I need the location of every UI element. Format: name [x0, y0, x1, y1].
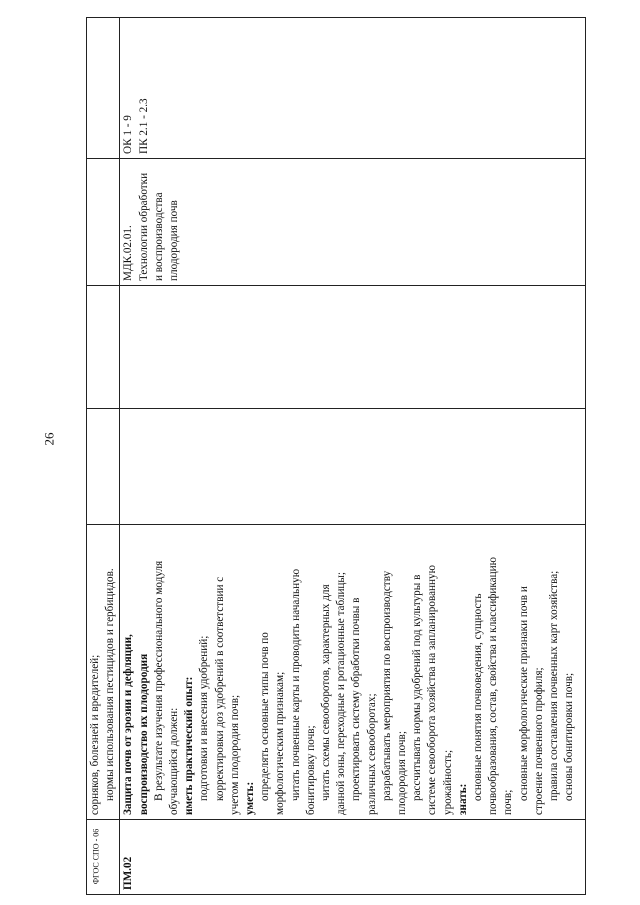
- text-line: плодородия почв;: [396, 731, 409, 815]
- text-line: подготовки и внесения удобрений;: [198, 635, 211, 801]
- cell-empty: [87, 159, 120, 286]
- text-line: плодородия почв: [168, 200, 181, 281]
- text-line: ОК 1 - 9: [122, 115, 135, 154]
- text-line: различных севооборотах;: [365, 693, 378, 815]
- text-line: нормы использования пестицидов и гербицидов.: [104, 568, 117, 801]
- cell-module-code: ПМ.02: [120, 820, 586, 895]
- text-line: основные морфологические признаки почв и: [517, 586, 530, 801]
- text-line: основные понятия почвоведения, сущность: [472, 593, 485, 801]
- cell-empty: [120, 409, 586, 525]
- text-line: проектировать систему обработки почвы в: [350, 597, 363, 801]
- page-number: 26: [41, 432, 57, 446]
- text-line: Технологии обработки: [137, 172, 150, 281]
- text-line: воспроизводство их плодородия: [137, 653, 150, 815]
- cell-competencies: [120, 18, 586, 159]
- text-line: определять основные типы почв по: [259, 632, 272, 801]
- text-line: МДК.02.01.: [122, 225, 135, 281]
- rotated-table: [86, 18, 586, 895]
- text-line: морфологическим признакам;: [274, 671, 287, 815]
- cell-module-content: [120, 525, 586, 820]
- text-line: обучающийся должен:: [168, 707, 181, 815]
- text-line: почвообразования, состав, свойства и классификацию: [487, 557, 500, 815]
- text-line: рассчитывать нормы удобрений под культуры в: [411, 574, 424, 801]
- text-line: урожайность;: [441, 749, 454, 815]
- text-line: правила составления почвенных карт хозяйства;: [548, 570, 561, 801]
- text-line: строение почвенного профиля;: [532, 667, 545, 815]
- table-row-continuation: [87, 18, 120, 895]
- table-row-module: [120, 18, 586, 895]
- text-line: основы бонитировки почв;: [563, 672, 576, 801]
- text-line: разрабатывать мероприятия по воспроизводству: [380, 570, 393, 801]
- cell-continuation-text: [87, 525, 120, 820]
- text-line: и воспроизводства: [152, 192, 165, 281]
- text-line: знать:: [456, 783, 469, 815]
- text-line: системе севооборота хозяйства на запланированную: [426, 565, 439, 815]
- text-line: иметь практический опыт:: [183, 676, 196, 815]
- text-line: ПК 2.1 - 2.3: [137, 98, 150, 154]
- text-line: читать почвенные карты и проводить начальную: [289, 568, 302, 801]
- cell-empty: [87, 286, 120, 409]
- text-line: В результате изучения профессионального модуля: [152, 560, 165, 801]
- cell-mdk: [120, 159, 586, 286]
- text-line: Защита почв от эрозии и дефляции,: [122, 634, 135, 815]
- cell-empty: [87, 18, 120, 159]
- curriculum-table: [86, 17, 586, 895]
- text-line: читать схемы севооборотов, характерных для: [320, 584, 333, 801]
- text-line: корректировки доз удобрений в соответствии с: [213, 576, 226, 801]
- text-line: данной зоны, переходные и ротационные таблицы;: [335, 571, 348, 815]
- cell-empty: [120, 286, 586, 409]
- text-line: сорняков, болезней и вредителей;: [89, 654, 101, 815]
- text-line: учетом плодородия почв;: [228, 694, 241, 815]
- text-line: почв;: [502, 789, 515, 815]
- cell-empty: [87, 409, 120, 525]
- text-line: уметь:: [244, 781, 257, 815]
- text-line: бонитировку почв;: [304, 725, 317, 815]
- cell-empty: [87, 820, 120, 895]
- footer-code: ФГОС СПО - 06: [91, 828, 101, 885]
